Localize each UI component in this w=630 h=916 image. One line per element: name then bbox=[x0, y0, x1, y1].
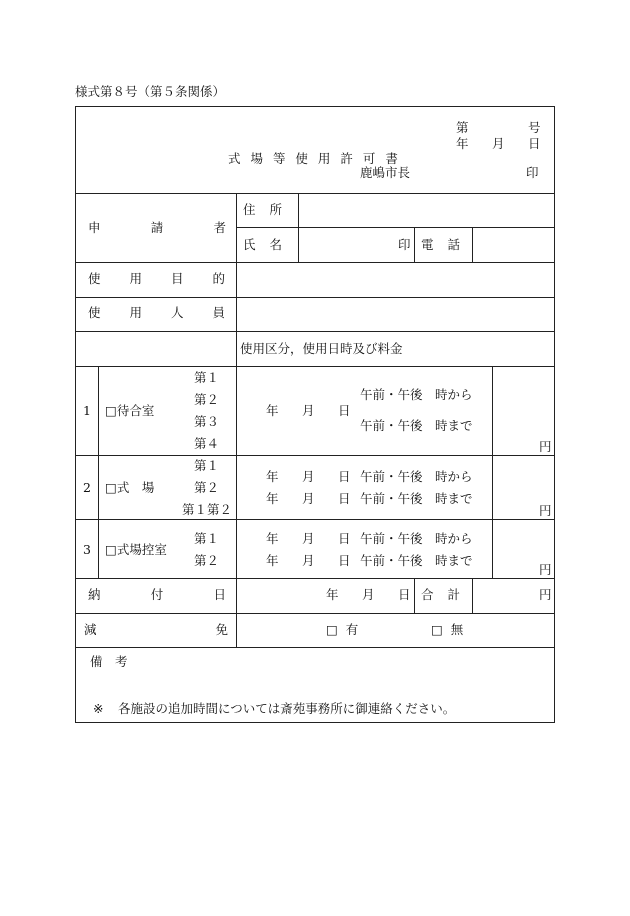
number-dai: 第 bbox=[456, 120, 469, 135]
checkbox-icon[interactable]: □ bbox=[326, 622, 338, 637]
facility-1-year: 年 bbox=[266, 403, 279, 418]
facility-3-yen: 円 bbox=[539, 562, 552, 577]
divider-section-title bbox=[76, 366, 554, 367]
exemption-label bbox=[84, 624, 228, 637]
permit-form-table bbox=[75, 106, 555, 723]
payment-label-char-0: 納 bbox=[88, 587, 101, 602]
applicant-label bbox=[88, 222, 226, 235]
checkbox-icon[interactable]: □ bbox=[105, 542, 117, 557]
applicant-label-char-1: 請 bbox=[150, 220, 164, 235]
divider-header bbox=[76, 193, 554, 194]
exemption-no-label: 無 bbox=[450, 622, 464, 637]
remarks-mark: ※ bbox=[93, 701, 104, 716]
facility-3-to-month: 月 bbox=[302, 553, 315, 568]
vline-seal bbox=[414, 227, 415, 262]
date-year: 年 bbox=[456, 136, 469, 151]
facility-3-from-month: 月 bbox=[302, 531, 315, 546]
facility-2-room-1[interactable]: 第１ bbox=[194, 458, 220, 473]
total-yen: 円 bbox=[539, 587, 552, 602]
document-title: 式 場 等 使 用 許 可 書 bbox=[228, 151, 401, 166]
facility-2-to-month: 月 bbox=[302, 491, 315, 506]
facility-1-room-2[interactable]: 第２ bbox=[194, 392, 220, 407]
date-day: 日 bbox=[528, 136, 541, 151]
facility-2-name: 式 場 bbox=[116, 480, 155, 495]
users-label: 使用人員 bbox=[88, 305, 255, 320]
facility-2-no: 2 bbox=[83, 480, 91, 495]
name-label: 氏名 bbox=[243, 237, 297, 252]
payment-year: 年 bbox=[326, 587, 339, 602]
facility-2-room-2[interactable]: 第２ bbox=[194, 480, 220, 495]
vline-payment-date bbox=[414, 578, 415, 613]
facility-1-room-4[interactable]: 第４ bbox=[194, 436, 220, 451]
facility-3-from-year: 年 bbox=[266, 531, 279, 546]
divider-facility-2 bbox=[76, 519, 554, 520]
payment-month: 月 bbox=[362, 587, 375, 602]
exemption-no[interactable] bbox=[431, 624, 463, 637]
divider-exemption bbox=[76, 647, 554, 648]
address-label: 住所 bbox=[243, 202, 297, 217]
facility-3-room-2[interactable]: 第２ bbox=[194, 553, 220, 568]
facility-3-no: 3 bbox=[83, 542, 91, 557]
facility-3-to-day: 日 bbox=[338, 553, 351, 568]
name-seal: 印 bbox=[398, 237, 411, 252]
vline-field-label bbox=[298, 193, 299, 262]
vline-facility-col bbox=[236, 366, 237, 647]
divider-purpose bbox=[76, 297, 554, 298]
facility-3-time-from: 午前・午後 時から bbox=[360, 531, 473, 546]
exemption-yes[interactable] bbox=[326, 624, 358, 637]
facility-3-from-day: 日 bbox=[338, 531, 351, 546]
checkbox-icon[interactable]: □ bbox=[105, 480, 117, 495]
divider-facility-3 bbox=[76, 578, 554, 579]
facility-1-yen: 円 bbox=[539, 439, 552, 454]
facility-2-time-from: 午前・午後 時から bbox=[360, 469, 473, 484]
divider-applicant-inner bbox=[236, 227, 554, 228]
divider-facility-1 bbox=[76, 455, 554, 456]
phone-label: 電話 bbox=[421, 237, 475, 252]
date-month: 月 bbox=[492, 136, 505, 151]
exemption-label-char-0: 減 bbox=[84, 622, 97, 637]
facility-2-from-day: 日 bbox=[338, 469, 351, 484]
vline-no-col bbox=[98, 366, 99, 578]
facility-1-room-1[interactable]: 第１ bbox=[194, 370, 220, 385]
facility-2-checkbox[interactable] bbox=[105, 482, 154, 495]
vline-fee-col bbox=[492, 366, 493, 578]
checkbox-icon[interactable]: □ bbox=[105, 403, 117, 418]
applicant-label-char-2: 者 bbox=[213, 220, 226, 235]
payment-day: 日 bbox=[398, 587, 411, 602]
remarks-note: 各施設の追加時間については斎苑事務所に御連絡ください。 bbox=[118, 701, 456, 716]
facility-3-to-year: 年 bbox=[266, 553, 279, 568]
facility-1-time-to: 午前・午後 時まで bbox=[360, 418, 473, 433]
checkbox-icon[interactable]: □ bbox=[431, 622, 443, 637]
facility-2-to-year: 年 bbox=[266, 491, 279, 506]
facility-1-month: 月 bbox=[302, 403, 315, 418]
facility-2-yen: 円 bbox=[539, 503, 552, 518]
facility-3-name: 式場控室 bbox=[116, 542, 167, 557]
facility-3-room-1[interactable]: 第１ bbox=[194, 531, 220, 546]
facility-2-time-to: 午前・午後 時まで bbox=[360, 491, 473, 506]
payment-label-char-2: 日 bbox=[213, 587, 226, 602]
facility-1-room-3[interactable]: 第３ bbox=[194, 414, 220, 429]
facility-1-no: 1 bbox=[83, 403, 91, 418]
remarks-label: 備 考 bbox=[90, 654, 128, 669]
exemption-yes-label: 有 bbox=[345, 622, 359, 637]
total-label: 合計 bbox=[421, 587, 475, 602]
facility-1-checkbox[interactable] bbox=[105, 405, 154, 418]
purpose-label: 使用目的 bbox=[88, 271, 255, 286]
form-id: 様式第８号（第５条関係） bbox=[75, 84, 226, 99]
facility-1-time-from: 午前・午後 時から bbox=[360, 387, 473, 402]
facility-2-to-day: 日 bbox=[338, 491, 351, 506]
facility-3-checkbox[interactable] bbox=[105, 544, 167, 557]
facility-2-from-month: 月 bbox=[302, 469, 315, 484]
divider-applicant bbox=[76, 262, 554, 263]
facility-2-from-year: 年 bbox=[266, 469, 279, 484]
payment-label bbox=[88, 589, 226, 602]
payment-label-char-1: 付 bbox=[150, 587, 164, 602]
addressee: 鹿嶋市長 bbox=[360, 165, 411, 180]
divider-users bbox=[76, 331, 554, 332]
facility-3-time-to: 午前・午後 時まで bbox=[360, 553, 473, 568]
number-go: 号 bbox=[528, 120, 541, 135]
addressee-seal: 印 bbox=[526, 165, 539, 180]
facility-2-room-both[interactable]: 第１第２ bbox=[182, 502, 233, 517]
section-title: 使用区分，使用日時及び料金 bbox=[240, 341, 403, 356]
exemption-label-char-1: 免 bbox=[215, 622, 228, 637]
facility-1-day: 日 bbox=[338, 403, 351, 418]
divider-payment bbox=[76, 613, 554, 614]
facility-1-name: 待合室 bbox=[116, 403, 155, 418]
applicant-label-char-0: 申 bbox=[88, 220, 101, 235]
